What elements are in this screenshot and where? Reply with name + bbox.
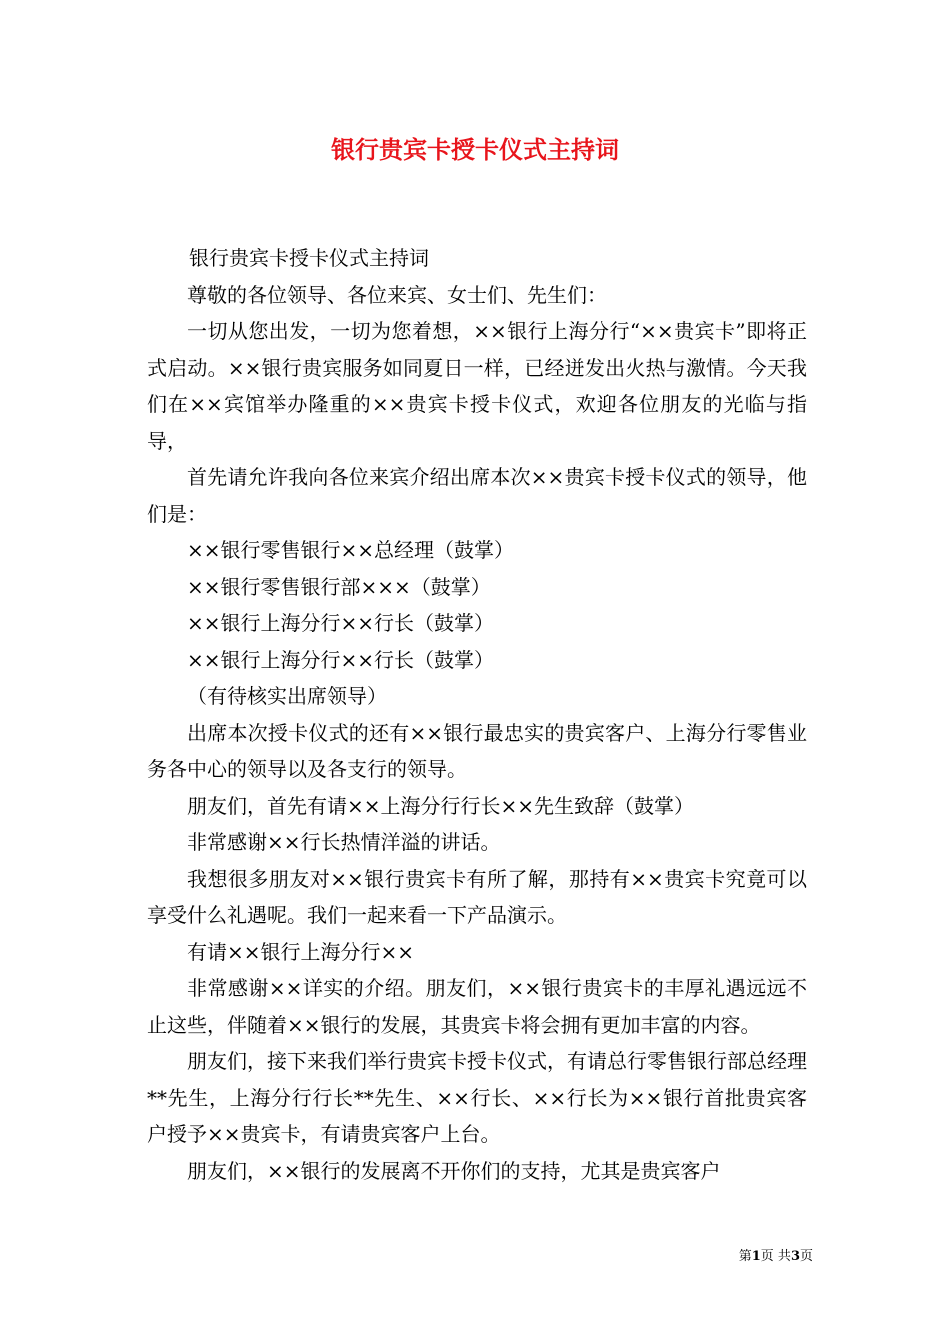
paragraph: 朋友们，××银行的发展离不开你们的支持，尤其是贵宾客户 (187, 1158, 721, 1183)
paragraph: 朋友们，首先有请××上海分行行长××先生致辞（鼓掌） (187, 793, 695, 818)
paragraph: 朋友们，接下来我们举行贵宾卡授卡仪式，有请总行零售银行部总经理**先生，上海分行行长**先生、××行长、××行长为××银行首批贵宾客户授予××贵宾卡，有请贵宾客户上台。 (147, 1049, 807, 1146)
paragraph: ××银行零售银行××总经理（鼓掌） (187, 538, 515, 562)
paragraph: 我想很多朋友对××银行贵宾卡有所了解，那持有××贵宾卡究竟可以享受什么礼遇呢。我们一起来看一下产品演示。 (147, 866, 807, 927)
footer-prefix: 第 (738, 1249, 752, 1264)
paragraph: ××银行上海分行××行长（鼓掌） (187, 611, 495, 635)
paragraph: 有请××银行上海分行×× (187, 939, 415, 964)
footer-middle: 页 共 (760, 1249, 791, 1264)
page-footer (703, 1248, 813, 1266)
paragraph: ××银行上海分行××行长（鼓掌） (187, 647, 495, 672)
footer-page-number: 1 (751, 1249, 761, 1264)
paragraph: （有待核实出席领导） (187, 684, 387, 708)
paragraph: 非常感谢××行长热情洋溢的讲话。 (187, 830, 501, 854)
document-title: 银行贵宾卡授卡仪式主持词 (331, 135, 619, 164)
paragraph: 出席本次授卡仪式的还有××银行最忠实的贵宾客户、上海分行零售业务各中心的领导以及各支行的领导。 (147, 720, 807, 781)
paragraph: 首先请允许我向各位来宾介绍出席本次××贵宾卡授卡仪式的领导，他们是： (147, 465, 807, 526)
footer-total-pages: 3 (790, 1249, 800, 1264)
paragraph: 一切从您出发，一切为您着想，××银行上海分行“××贵宾卡”即将正式启动。××银行贵宾服务如同夏日一样，已经迸发出火热与激情。今天我们在××宾馆举办隆重的××贵宾卡授卡仪式，欢迎各位朋友的光临与指导， (147, 319, 807, 453)
document-body (147, 240, 807, 1189)
paragraph: ××银行零售银行部×××（鼓掌） (187, 574, 491, 599)
footer-suffix: 页 (799, 1249, 813, 1264)
paragraph: 非常感谢××详实的介绍。朋友们，××银行贵宾卡的丰厚礼遇远远不止这些，伴随着××银行的发展，其贵宾卡将会拥有更加丰富的内容。 (147, 976, 807, 1037)
paragraph: 尊敬的各位领导、各位来宾、女士们、先生们： (187, 282, 607, 307)
paragraph: 银行贵宾卡授卡仪式主持词 (189, 246, 429, 270)
